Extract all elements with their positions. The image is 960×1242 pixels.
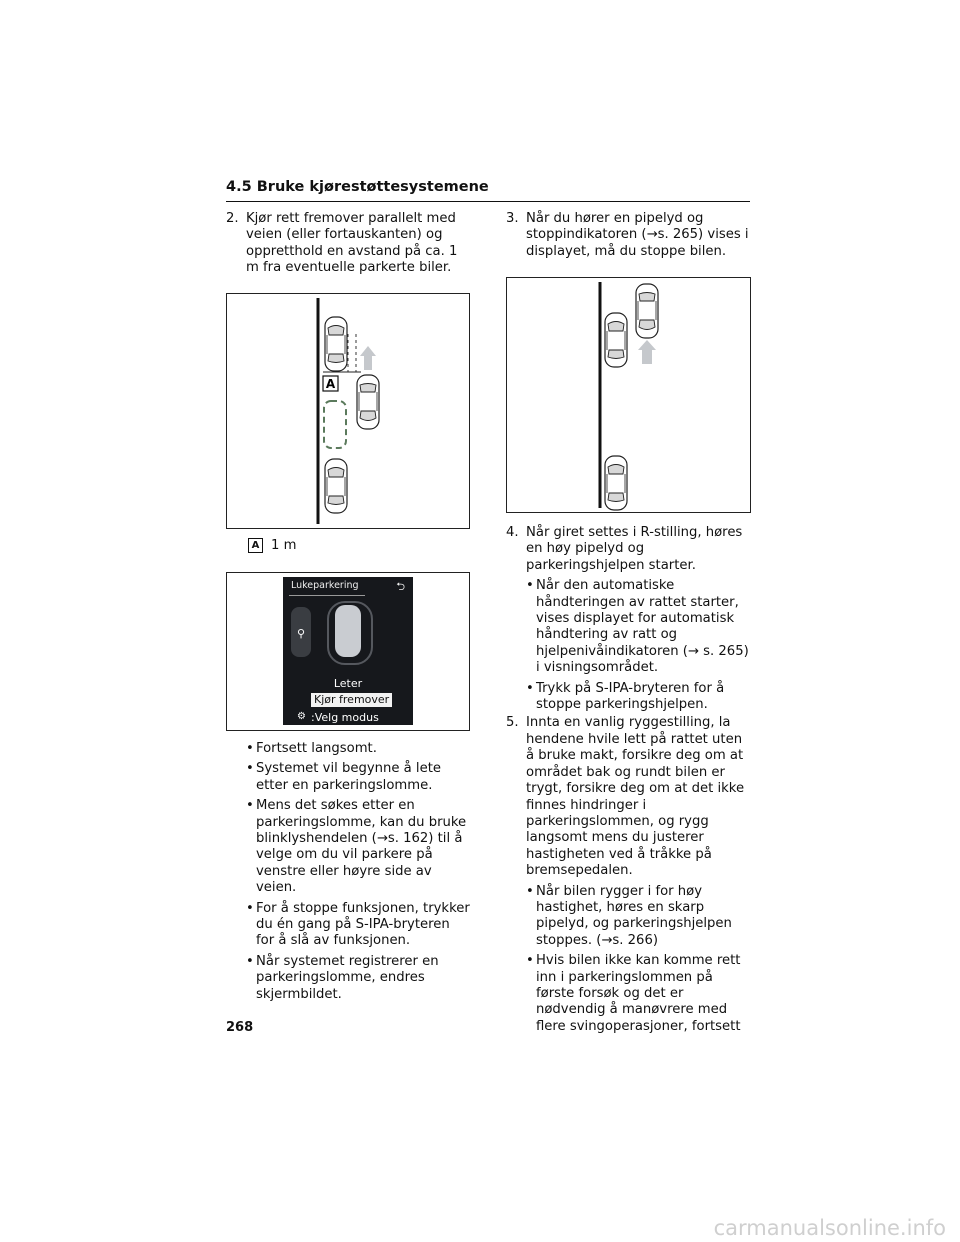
figure-approach-parking — [226, 293, 470, 529]
right-steps: 4. Når giret settes i R-stilling, høres en høy pipelyd og parkeringshjelpen starter. • Når den automatiske håndteringen av rattet starter, vises displayet for automatisk håndtering av ratt og hjelpenivåindikatoren (→ s. 265) i visningsområdet. • Trykk på S-IPA-bryteren for å stoppe parkeringshjelpen. 5. Innta en vanlig ryggestilling, la hendene hvile lett på rattet uten å bruke makt, forsikre deg om at området bak og rundt bilen er trygt, forsikre deg om at det ikke finnes hindringer i parkeringslommen, og rygg langsomt mens du justerer hastigheten ved å tråkke på bremsepedalen. • Når bilen rygger i for høy hastighet, høres en skarp pipelyd, og parkeringshjelpen stoppes. (→s. 266) • Hvis bilen ikke kan komme rett inn i parkeringslommen på første forsøk og det er nødvendig å manøvrere med flere svingoperasjoner, fortsett — [506, 525, 749, 1034]
screen-title: Lukeparkering — [291, 580, 359, 591]
step-3 — [506, 211, 752, 260]
left-bullets: • Fortsett langsomt. • Systemet vil begynne å lete etter en parkeringslomme. • Mens det søkes etter en parkeringslomme, kan du bruke blinklyshendelen (→s. 162) til å velge om du vil parkere på venstre eller høyre side av veien. • For å stoppe funksjonen, trykker du én gang på S-IPA-bryteren for å slå av funksjonen. • Når systemet registrerer en parkeringslomme, endres skjermbildet. — [246, 741, 470, 1002]
bullet-text: Når den automatiske håndteringen av rattet starter, vises displayet for automatisk håndtering av ratt og hjelpenivåindikatoren (→ s. 265) i visningsområdet. — [536, 578, 749, 676]
parked-car-front — [605, 313, 627, 367]
parked-car-rear — [325, 459, 347, 513]
forward-arrow-icon — [360, 346, 376, 370]
bullet-text: Når systemet registrerer en parkeringslomme, endres skjermbildet. — [256, 953, 439, 1002]
display-screen — [283, 577, 413, 725]
bullet-text: Mens det søkes etter en parkeringslomme, kan du bruke blinklyshendelen (→s. 162) til å velge om du vil parkere på venstre eller høyre side av veien. — [256, 798, 467, 896]
page-number: 268 — [226, 1020, 254, 1035]
step-text: Når giret settes i R-stilling, høres en høy pipelyd og parkeringshjelpen starter. — [526, 525, 743, 573]
sensor-ring — [327, 601, 373, 665]
step-text: Når du hører en pipelyd og stoppindikatoren (→s. 265) vises i displayet, må du stoppe bilen. — [526, 211, 749, 259]
step-number: 3. — [506, 211, 519, 226]
bullet-text: Når bilen rygger i for høy hastighet, høres en skarp pipelyd, og parkeringshjelpen stoppes. (→s. 266) — [536, 883, 732, 948]
own-car — [636, 284, 658, 338]
mode-text: :Velg modus — [311, 711, 379, 724]
status-text: Leter — [333, 677, 363, 690]
parking-space-outline — [324, 401, 346, 448]
bullet-text: Trykk på S-IPA-bryteren for å stoppe parkeringshjelpen. — [536, 680, 725, 713]
forward-arrow-icon — [638, 340, 656, 364]
label-a: A — [325, 377, 336, 391]
legend-key: A — [248, 538, 263, 553]
step-text: Kjør rett fremover parallelt med veien (eller fortauskanten) og oppretthold en avstand på ca. 1 m fra eventuelle parkerte biler. — [246, 211, 458, 276]
figure-legend — [248, 538, 296, 553]
parked-car-rear — [605, 456, 627, 510]
step-text: Innta en vanlig ryggestilling, la hendene hvile lett på rattet uten å bruke makt, forsikre deg om at området bak og rundt bilen er trygt, forsikre deg om at det ikke finnes hindringer i parkeringslommen, og rygg langsomt mens du justerer hastigheten ved å tråkke på bremsepedalen. — [526, 715, 745, 879]
bullet-text: Fortsett langsomt. — [256, 741, 377, 756]
own-car — [357, 375, 379, 429]
mode-icon[interactable]: ⚙ — [297, 711, 306, 722]
parked-car-front — [325, 317, 347, 371]
bullet-text: Systemet vil begynne å lete etter en parkeringslomme. — [256, 761, 441, 793]
instruction-text: Kjør fremover — [311, 693, 392, 707]
step-number: 2. — [226, 211, 239, 226]
figure-stop-position — [506, 277, 751, 513]
step-number: 4. — [506, 525, 519, 540]
watermark[interactable]: carmanualsonline.info — [713, 1216, 946, 1240]
title-divider — [289, 595, 365, 596]
step-number: 5. — [506, 715, 519, 731]
stop-diagram — [507, 278, 750, 512]
bullet-text: Hvis bilen ikke kan komme rett inn i parkeringslommen på første forsøk og det er nødvendig å manøvrere med flere svingoperasjoner, fortsett — [536, 953, 741, 1034]
parking-diagram — [227, 294, 469, 528]
step-2 — [226, 211, 471, 277]
back-icon[interactable]: ⮌ — [396, 580, 405, 593]
section-header: 4.5 Bruke kjørestøttesystemene — [226, 179, 750, 202]
bullet-text: For å stoppe funksjonen, trykker du én gang på S-IPA-bryteren for å slå av funksjonen. — [256, 900, 470, 949]
legend-text: 1 m — [271, 538, 297, 553]
search-icon: ⚲ — [297, 627, 306, 640]
